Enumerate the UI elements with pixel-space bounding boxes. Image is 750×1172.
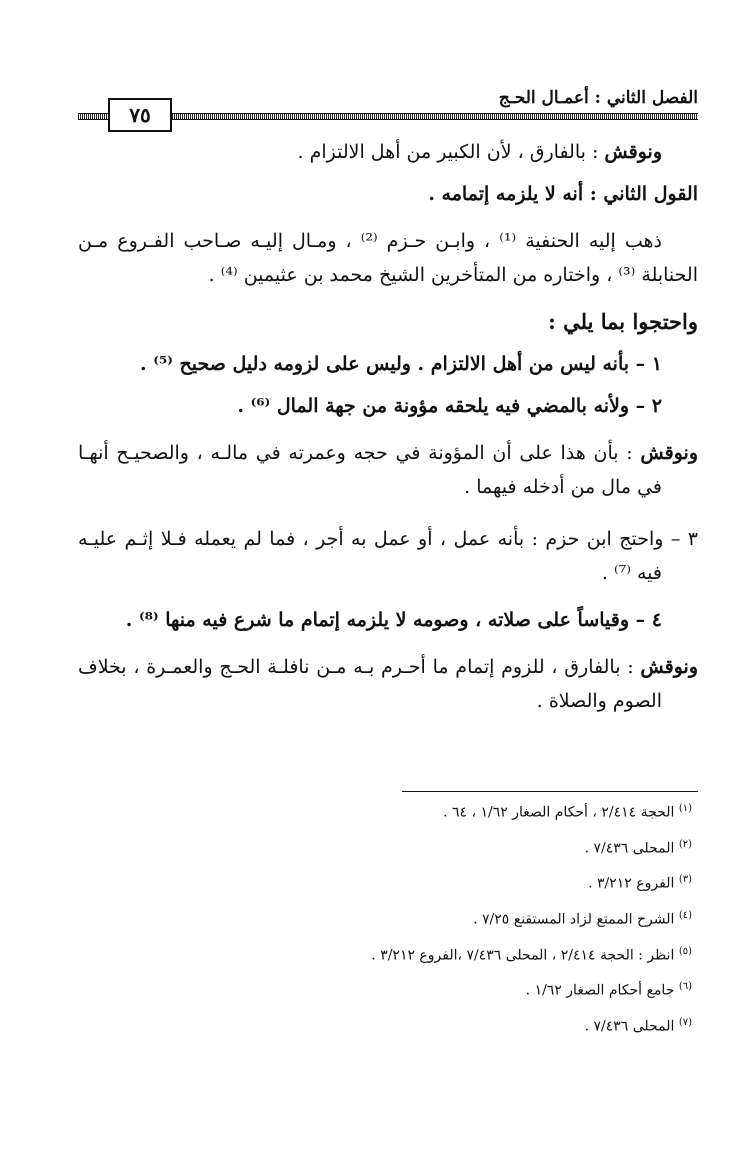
section-heading: [78, 310, 698, 334]
page-number: ٧٥: [108, 98, 172, 132]
footnote-text: انظر : الحجة ٢/٤١٤ ، المحلى ٧/٤٣٦ ،الفروع ٣/٢١٢ .: [371, 947, 675, 964]
paragraph: [78, 182, 698, 206]
footnote-number: (٥): [678, 945, 692, 957]
paragraph: [78, 224, 698, 292]
paragraph-text: ذهب إليه الحنفية ⁽¹⁾ ، وابـن حـزم ⁽²⁾ ، ومـال إليـه صـاحب الفـروع مـن الحنابلة ⁽³⁾ ، واختاره من المتأخرين الشيخ محمد بن عثيمين ⁽⁴⁾ .: [78, 230, 698, 286]
list-item: [78, 522, 698, 590]
paragraph-lead: واحتجوا بما يلي :: [548, 309, 698, 334]
paragraph-text: ٤ – وقياساً على صلاته ، وصومه لا يلزمه إتمام ما شرع فيه منها ⁽⁸⁾ .: [125, 609, 662, 631]
footnote-number: (٤): [678, 909, 692, 921]
paragraph-lead: ونوقش: [640, 656, 698, 678]
footnote-number: (٦): [678, 981, 692, 993]
footnote-text: الشرح الممتع لزاد المستقنع ٧/٢٥ .: [473, 911, 675, 928]
list-item: [78, 394, 698, 418]
footnote: [78, 871, 698, 893]
footnote-number: (٧): [678, 1016, 692, 1028]
paragraph-text: ٢ – ولأنه بالمضي فيه يلحقه مؤونة من جهة المال ⁽⁶⁾ .: [237, 395, 662, 417]
footnotes: [78, 800, 698, 1050]
footnote: [78, 800, 698, 822]
list-item: [78, 608, 698, 632]
footnote-text: المحلى ٧/٤٣٦ .: [584, 840, 675, 857]
paragraph-lead: ونوقش: [640, 442, 698, 464]
main-text: [78, 140, 698, 736]
footnote-number: (٣): [678, 874, 692, 886]
footnote: [78, 978, 698, 1000]
paragraph-text: : بأن هذا على أن المؤونة في حجه وعمرته في مالـه ، والصحيـح أنهـا في مال من أدخله فيهما .: [78, 442, 662, 498]
paragraph: [78, 650, 698, 718]
footnote: [78, 1014, 698, 1036]
footnote-text: الفروع ٣/٢١٢ .: [588, 875, 675, 892]
footnote-text: جامع أحكام الصغار ١/٦٢ .: [525, 982, 675, 999]
footnote-separator: [402, 791, 698, 792]
paragraph-lead: ونوقش: [604, 141, 662, 163]
footnote-text: الحجة ٢/٤١٤ ، أحكام الصغار ١/٦٢ ، ٦٤ .: [443, 804, 675, 821]
paragraph: [78, 436, 698, 504]
chapter-title: الفصل الثاني : أعمـال الحـج: [498, 88, 698, 108]
page-header: [78, 82, 698, 127]
paragraph: [78, 140, 698, 164]
paragraph-text: : بالفارق ، لأن الكبير من أهل الالتزام .: [297, 141, 605, 163]
footnote-number: (١): [678, 803, 692, 814]
footnote-text: المحلى ٧/٤٣٦ .: [584, 1018, 675, 1035]
paragraph-text: ١ – بأنه ليس من أهل الالتزام . وليس على لزومه دليل صحيح ⁽⁵⁾ .: [140, 353, 662, 375]
footnote: [78, 836, 698, 858]
footnote-number: (٢): [678, 838, 692, 850]
paragraph-text: ٣ – واحتج ابن حزم : بأنه عمل ، أو عمل به أجر ، فما لم يعمله فـلا إثـم عليـه فيه ⁽⁷⁾ .: [78, 528, 698, 584]
list-item: [78, 352, 698, 376]
footnote: [78, 907, 698, 929]
paragraph-text: : بالفارق ، للزوم إتمام ما أحـرم بـه مـن نافلـة الحـج والعمـرة ، بخلاف الصوم والصلاة .: [78, 656, 662, 712]
footnote: [78, 943, 698, 965]
paragraph-text: القول الثاني : أنه لا يلزمه إتمامه .: [428, 183, 698, 205]
